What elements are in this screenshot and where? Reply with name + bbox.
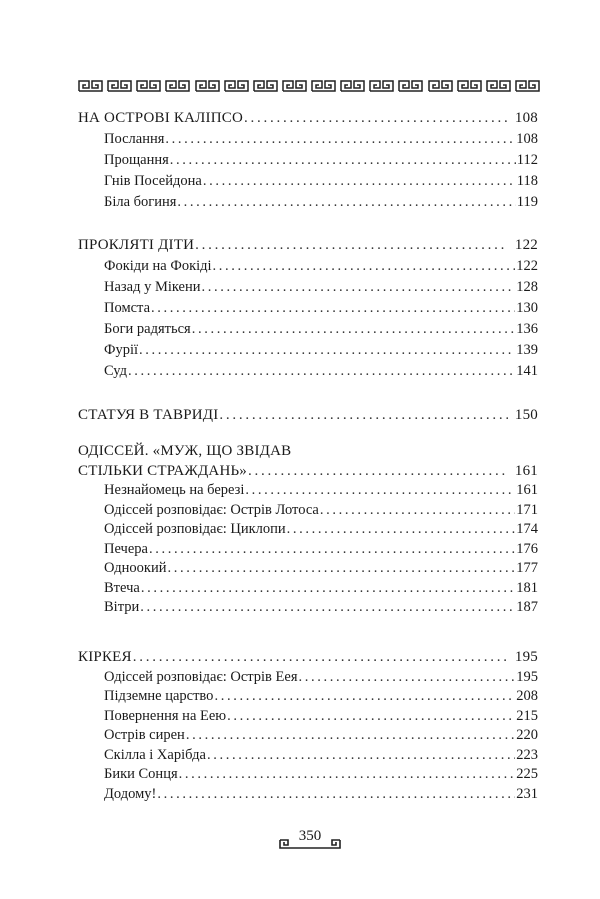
meander-unit-icon (224, 80, 249, 92)
toc-heading-title: ОДІССЕЙ. «МУЖ, ЩО ЗВІДАВ (78, 443, 292, 459)
toc-item[interactable] (78, 706, 538, 726)
toc-item[interactable] (78, 558, 538, 578)
meander-unit-icon (253, 80, 278, 92)
toc-heading[interactable] (78, 461, 538, 481)
meander-unit-icon (195, 80, 220, 92)
toc-item-title: Одіссей розповідає: Острів Лотоса (104, 501, 319, 518)
dot-leader (287, 519, 516, 540)
dot-leader (157, 784, 515, 805)
toc-item[interactable] (78, 150, 538, 171)
toc-item-title: Боги радяться (104, 321, 191, 337)
toc-item[interactable] (78, 597, 538, 617)
toc-item[interactable] (78, 539, 538, 559)
dot-leader (219, 405, 508, 426)
toc-item[interactable] (78, 340, 538, 361)
toc-item-title: Одіссей розповідає: Циклопи (104, 521, 286, 537)
toc-item-title: Підземне царство (104, 688, 214, 704)
dot-leader (177, 192, 515, 213)
toc-page: 176 (516, 540, 538, 557)
toc-item[interactable] (78, 500, 538, 520)
toc-heading[interactable] (78, 235, 538, 256)
toc-item-title: Помста (104, 300, 151, 316)
toc-item[interactable] (78, 578, 538, 598)
toc-item-title: Вітри (104, 599, 140, 615)
meander-unit-icon (165, 80, 190, 92)
dot-leader (202, 277, 516, 298)
toc-heading-title: СТАТУЯ В ТАВРИДІ (78, 407, 219, 423)
toc-item[interactable] (78, 171, 538, 192)
toc-item-title: Гнів Посейдона (104, 173, 202, 189)
toc-heading[interactable] (78, 108, 538, 129)
meander-unit-icon (136, 80, 161, 92)
toc-page: 171 (516, 501, 538, 518)
toc-item-title: Фурії (104, 342, 139, 358)
toc-item[interactable] (78, 745, 538, 765)
toc-item[interactable] (78, 361, 538, 382)
toc-item[interactable] (78, 256, 538, 277)
toc-item-title: Додому! (104, 785, 157, 802)
toc-page: 108 (516, 131, 538, 147)
dot-leader (248, 461, 508, 482)
dot-leader (227, 706, 515, 727)
toc-page: 220 (516, 727, 538, 743)
meander-unit-icon (282, 80, 307, 92)
meander-unit-icon (486, 80, 511, 92)
dot-leader (186, 725, 515, 746)
toc-section (78, 108, 538, 213)
dot-leader (149, 539, 515, 560)
toc-page: 223 (516, 746, 538, 763)
toc-page: 187 (516, 599, 538, 615)
dot-leader (170, 150, 516, 171)
toc-section (78, 647, 538, 803)
toc-page: 130 (516, 300, 538, 316)
dot-leader (139, 340, 515, 361)
toc-section (78, 441, 538, 617)
meander-unit-icon (311, 80, 336, 92)
dot-leader (167, 558, 515, 579)
toc-page: 122 (516, 258, 538, 274)
meander-unit-icon (369, 80, 394, 92)
toc-item[interactable] (78, 667, 538, 687)
toc-item[interactable] (78, 480, 538, 500)
toc-page: 119 (516, 194, 538, 210)
toc-item[interactable] (78, 192, 538, 213)
toc-page: 195 (514, 649, 538, 665)
dot-leader (299, 667, 516, 688)
dot-leader (195, 235, 508, 256)
toc-page: 231 (516, 785, 538, 802)
meander-unit-icon (78, 80, 103, 92)
toc-page: 225 (516, 766, 538, 782)
toc-page: 161 (516, 482, 538, 498)
toc-item-title: Прощання (104, 152, 169, 168)
dot-leader (207, 745, 515, 766)
toc-section (78, 405, 538, 426)
toc-heading[interactable] (78, 405, 538, 426)
page-number-footer (278, 828, 342, 852)
toc-page: 108 (514, 110, 538, 126)
toc-item[interactable] (78, 277, 538, 298)
toc-item-title: Послання (104, 131, 165, 147)
toc-item[interactable] (78, 319, 538, 340)
dot-leader (140, 597, 515, 618)
toc-item[interactable] (78, 298, 538, 319)
page-number: 350 (298, 828, 322, 844)
dot-leader (213, 256, 516, 277)
toc-item[interactable] (78, 129, 538, 150)
toc-heading[interactable] (78, 647, 538, 667)
toc-page: 112 (516, 152, 538, 168)
toc-heading[interactable] (78, 441, 538, 461)
toc-page: 122 (514, 237, 538, 253)
toc-page: 195 (516, 668, 538, 685)
meander-unit-icon (340, 80, 365, 92)
meander-unit-icon (428, 80, 453, 92)
dot-leader (203, 171, 516, 192)
toc-item-title: Печера (104, 540, 148, 557)
toc-item-title: Біла богиня (104, 194, 177, 210)
dot-leader (244, 108, 508, 129)
toc-page: 118 (516, 173, 538, 189)
toc-section (78, 235, 538, 382)
toc-heading-title: КІРКЕЯ (78, 649, 132, 665)
toc-item-title: Бики Сонця (104, 766, 178, 782)
dot-leader (141, 578, 515, 599)
dot-leader (245, 480, 515, 501)
toc-item[interactable] (78, 686, 538, 706)
toc-item-title: Суд (104, 363, 128, 379)
toc-heading-title: ПРОКЛЯТІ ДІТИ (78, 237, 195, 253)
dot-leader (192, 319, 516, 340)
dot-leader (133, 647, 508, 668)
dot-leader (151, 298, 515, 319)
toc-page: 174 (516, 521, 538, 537)
toc-heading-title: НА ОСТРОВІ КАЛІПСО (78, 110, 243, 126)
toc-item-title: Одіссей розповідає: Острів Еея (104, 668, 298, 685)
toc-item-title: Острів сирен (104, 727, 185, 743)
toc-item[interactable] (78, 725, 538, 745)
dot-leader (179, 764, 516, 785)
toc-page: 150 (514, 407, 538, 423)
toc-item-title: Одноокий (104, 560, 167, 576)
toc-page: 139 (516, 342, 538, 358)
toc-item[interactable] (78, 784, 538, 804)
toc-heading-title: СТІЛЬКИ СТРАЖДАНЬ» (78, 462, 248, 479)
toc-page: 215 (516, 707, 538, 724)
meander-unit-icon (107, 80, 132, 92)
toc-page: 177 (516, 560, 538, 576)
toc-item-title: Втеча (104, 579, 140, 596)
meander-unit-icon (457, 80, 482, 92)
toc-item[interactable] (78, 764, 538, 784)
toc-page: 161 (514, 462, 538, 479)
toc-page: 136 (516, 321, 538, 337)
toc-item-title: Повернення на Еею (104, 707, 227, 724)
dot-leader (214, 686, 515, 707)
toc-item-title: Скілла і Харібда (104, 746, 206, 763)
toc-page: 141 (516, 363, 538, 379)
toc-item-title: Незнайомець на березі (104, 482, 245, 498)
greek-meander-border (78, 80, 540, 94)
toc-item-title: Назад у Мікени (104, 279, 201, 295)
meander-unit-icon (398, 80, 423, 92)
toc-item-title: Фокіди на Фокіді (104, 258, 212, 274)
toc-page: 128 (516, 279, 538, 295)
toc-page: 181 (516, 579, 538, 596)
toc-item[interactable] (78, 519, 538, 539)
dot-leader (128, 361, 515, 382)
meander-unit-icon (515, 80, 540, 92)
dot-leader (320, 500, 515, 521)
dot-leader (165, 129, 515, 150)
toc-page: 208 (516, 688, 538, 704)
